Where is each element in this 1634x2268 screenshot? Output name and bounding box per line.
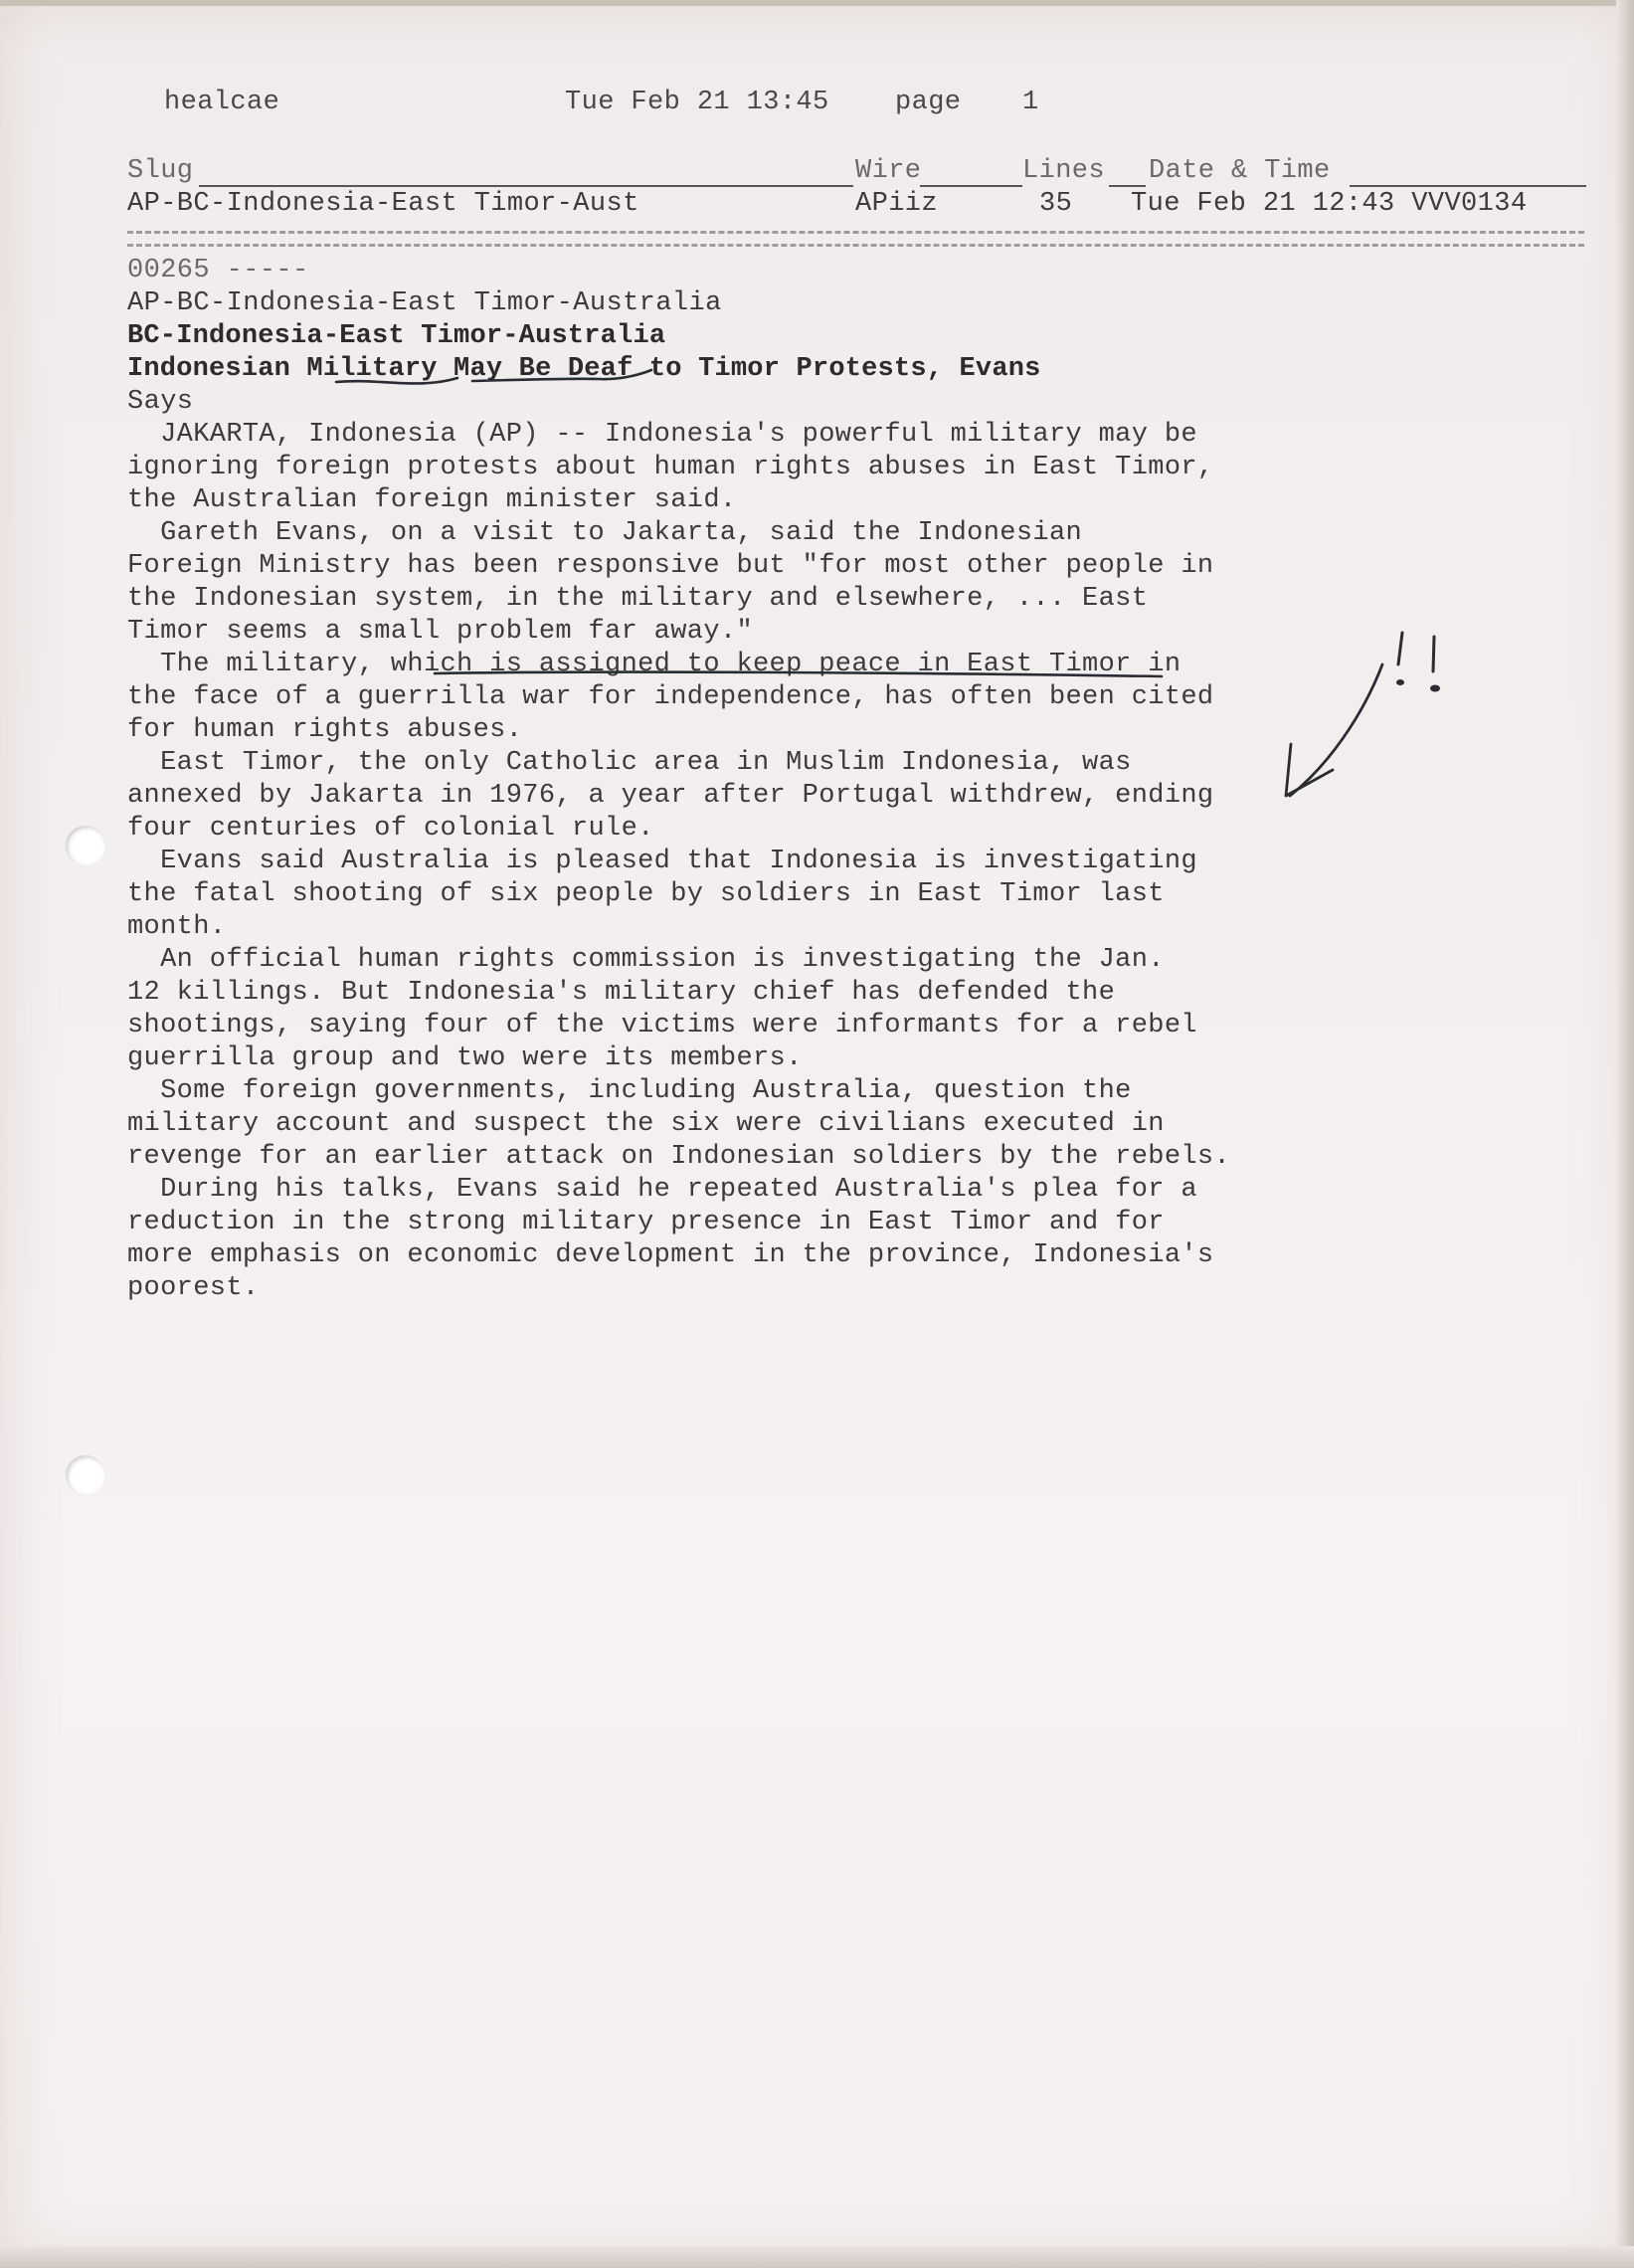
body-line: revenge for an earlier attack on Indonesian soldiers by the rebels. bbox=[127, 1142, 1231, 1172]
arrow-head-icon bbox=[1286, 744, 1333, 796]
body-line: ignoring foreign protests about human rights abuses in East Timor, bbox=[127, 453, 1214, 482]
slug-underline bbox=[199, 185, 853, 187]
body-line: military account and suspect the six were civilians executed in bbox=[127, 1109, 1165, 1139]
body-line: the fatal shooting of six people by soldiers in East Timor last bbox=[127, 879, 1165, 909]
arrow-line bbox=[1290, 664, 1382, 796]
body-line: poorest. bbox=[127, 1273, 260, 1303]
datetime-underline bbox=[1350, 185, 1586, 187]
print-timestamp: Tue Feb 21 13:45 bbox=[565, 88, 829, 117]
page-label: page bbox=[895, 88, 962, 117]
body-line: An official human rights commission is investigating the Jan. bbox=[127, 945, 1165, 975]
exclamation-mark bbox=[1433, 637, 1434, 671]
slug-label: Slug bbox=[127, 156, 194, 186]
body-line: more emphasis on economic development in the province, Indonesia's bbox=[127, 1240, 1214, 1270]
wire-label: Wire bbox=[855, 156, 922, 186]
body-line: for human rights abuses. bbox=[127, 715, 523, 745]
body-line: guerrilla group and two were its members. bbox=[127, 1043, 803, 1073]
exclamation-mark bbox=[1398, 633, 1402, 664]
body-line: Some foreign governments, including Australia, question the bbox=[127, 1076, 1132, 1106]
body-line: JAKARTA, Indonesia (AP) -- Indonesia's powerful military may be bbox=[127, 420, 1197, 450]
lines-underline bbox=[1109, 185, 1146, 187]
page-number: 1 bbox=[1022, 88, 1039, 117]
page-edge-right bbox=[1616, 0, 1634, 2268]
body-line: four centuries of colonial rule. bbox=[127, 814, 654, 844]
body-line: The military, which is assigned to keep peace in East Timor in bbox=[127, 650, 1181, 679]
body-line: East Timor, the only Catholic area in Muslim Indonesia, was bbox=[127, 748, 1132, 778]
story-slug-full: AP-BC-Indonesia-East Timor-Australia bbox=[127, 288, 722, 318]
lines-label: Lines bbox=[1022, 156, 1106, 186]
headline-continued: Says bbox=[127, 387, 194, 417]
page-edge-top bbox=[0, 0, 1634, 6]
punch-hole bbox=[66, 1455, 105, 1495]
body-line: the Indonesian system, in the military and elsewhere, ... East bbox=[127, 584, 1149, 614]
separator-rule bbox=[127, 231, 1584, 247]
exclamation-dot bbox=[1396, 679, 1404, 685]
body-line: Gareth Evans, on a visit to Jakarta, said the Indonesian bbox=[127, 518, 1083, 548]
body-line: 12 killings. But Indonesia's military chief has defended the bbox=[127, 978, 1116, 1008]
body-line: the Australian foreign minister said. bbox=[127, 485, 737, 515]
body-line: shootings, saying four of the victims were informants for a rebel bbox=[127, 1011, 1197, 1040]
story-slug-short: BC-Indonesia-East Timor-Australia bbox=[127, 321, 666, 351]
datetime-label: Date & Time bbox=[1149, 156, 1331, 186]
body-line: Foreign Ministry has been responsive but "for most other people in bbox=[127, 551, 1214, 581]
body-line: annexed by Jakarta in 1976, a year after Portugal withdrew, ending bbox=[127, 781, 1214, 811]
wire-underline bbox=[920, 185, 1022, 187]
story-id: 00265 ----- bbox=[127, 256, 309, 285]
datetime-value: Tue Feb 21 12:43 VVV0134 bbox=[1131, 189, 1528, 219]
body-line: the face of a guerrilla war for independence, has often been cited bbox=[127, 682, 1214, 712]
punch-hole bbox=[66, 826, 105, 865]
user-name: healcae bbox=[164, 88, 280, 117]
body-line: During his talks, Evans said he repeated Australia's plea for a bbox=[127, 1175, 1197, 1205]
wire-value: APiiz bbox=[855, 189, 939, 219]
body-line: Evans said Australia is pleased that Indonesia is investigating bbox=[127, 847, 1197, 876]
body-line: Timor seems a small problem far away." bbox=[127, 617, 753, 647]
lines-value: 35 bbox=[1039, 189, 1073, 219]
page-edge-bottom bbox=[0, 2246, 1634, 2268]
body-line: reduction in the strong military presence in East Timor and for bbox=[127, 1208, 1165, 1237]
body-line: month. bbox=[127, 912, 227, 942]
slug-value: AP-BC-Indonesia-East Timor-Aust bbox=[127, 189, 639, 219]
exclamation-dot bbox=[1430, 685, 1440, 692]
headline: Indonesian Military May Be Deaf to Timor Protests, Evans bbox=[127, 354, 1041, 384]
